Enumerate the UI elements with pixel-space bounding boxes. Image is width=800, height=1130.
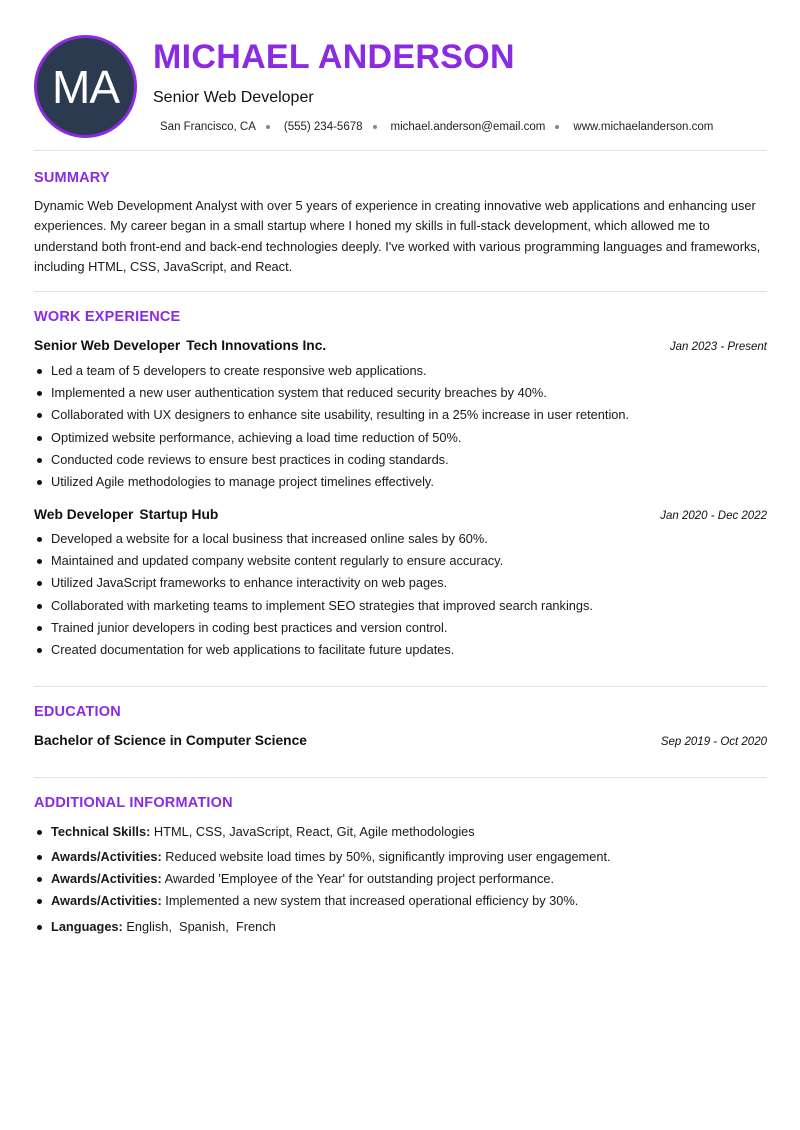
contact-location: San Francisco, CA — [160, 121, 256, 133]
separator-dot-icon — [555, 125, 559, 129]
job-company: Tech Innovations Inc. — [186, 338, 327, 353]
job-dates: Jan 2020 - Dec 2022 — [660, 510, 767, 522]
additional-list — [34, 822, 611, 939]
list-item — [34, 822, 611, 847]
list-item: Created documentation for web applications to facilitate future updates. — [34, 640, 593, 662]
separator-dot-icon — [266, 125, 270, 129]
item-label: Languages: — [51, 919, 123, 934]
item-label: Awards/Activities: — [51, 893, 162, 908]
contact-email[interactable]: michael.anderson@email.com — [390, 121, 546, 133]
avatar — [34, 35, 137, 138]
job-title — [34, 338, 326, 353]
item-value: Reduced website load times by 50%, significantly improving user engagement. — [165, 849, 611, 864]
item-value: Awarded 'Employee of the Year' for outstanding project performance. — [164, 871, 555, 886]
job-title — [34, 507, 218, 522]
item-value: HTML, CSS, JavaScript, React, Git, Agile methodologies — [153, 824, 475, 839]
education-heading: EDUCATION — [34, 704, 121, 720]
list-item: Utilized Agile methodologies to manage project timelines effectively. — [34, 472, 629, 494]
list-item — [34, 847, 611, 869]
additional-heading: ADDITIONAL INFORMATION — [34, 795, 233, 811]
job-bullets — [34, 529, 593, 662]
summary-text: Dynamic Web Development Analyst with over 5 years of experience in creating innovative web applications and enhancing user experiences. My career began in a small startup where I honed my skills in full-stack development, which allowed me to understand both front-end and back-end technologies deeply. I've worked with various programming languages and frameworks, including HTML, CSS, JavaScript, and React. — [34, 198, 761, 274]
list-item: Maintained and updated company website content regularly to ensure accuracy. — [34, 551, 593, 573]
job-company: Startup Hub — [139, 507, 219, 522]
list-item: Trained junior developers in coding best practices and version control. — [34, 618, 593, 640]
divider — [34, 686, 767, 687]
item-value: Implemented a new system that increased operational efficiency by 30%. — [165, 893, 579, 908]
education-dates: Sep 2019 - Oct 2020 — [660, 736, 767, 748]
list-item — [34, 869, 611, 891]
contact-website[interactable]: www.michaelanderson.com — [573, 121, 714, 133]
list-item: Developed a website for a local business that increased online sales by 60%. — [34, 529, 593, 551]
job-role: Web Developer — [34, 507, 134, 522]
job-header — [34, 507, 767, 522]
divider — [34, 777, 767, 778]
list-item: Led a team of 5 developers to create responsive web applications. — [34, 361, 629, 383]
job-role: Senior Web Developer — [34, 338, 181, 353]
contact-phone: (555) 234-5678 — [283, 121, 363, 133]
list-item: Collaborated with UX designers to enhance site usability, resulting in a 25% increase in user retention. — [34, 405, 629, 427]
avatar-initials: MA — [52, 60, 119, 113]
summary-heading: SUMMARY — [34, 170, 110, 186]
candidate-name: MICHAEL ANDERSON — [153, 38, 515, 76]
job-header — [34, 338, 767, 353]
candidate-title: Senior Web Developer — [153, 89, 314, 106]
list-item: Collaborated with marketing teams to implement SEO strategies that improved search rankings. — [34, 596, 593, 618]
divider — [34, 291, 767, 292]
list-item — [34, 891, 611, 917]
education-entry — [34, 733, 767, 748]
item-label: Awards/Activities: — [51, 871, 162, 886]
item-value: English, Spanish, French — [126, 919, 276, 934]
separator-dot-icon — [373, 125, 377, 129]
list-item — [34, 917, 611, 939]
list-item: Optimized website performance, achieving a load time reduction of 50%. — [34, 428, 629, 450]
divider — [34, 150, 767, 151]
item-label: Technical Skills: — [51, 824, 151, 839]
list-item: Implemented a new user authentication system that reduced security breaches by 40%. — [34, 383, 629, 405]
experience-heading: WORK EXPERIENCE — [34, 309, 181, 325]
item-label: Awards/Activities: — [51, 849, 162, 864]
list-item: Utilized JavaScript frameworks to enhance interactivity on web pages. — [34, 573, 593, 595]
job-dates: Jan 2023 - Present — [669, 341, 767, 353]
job-bullets — [34, 361, 629, 494]
list-item: Conducted code reviews to ensure best practices in coding standards. — [34, 450, 629, 472]
degree-title: Bachelor of Science in Computer Science — [34, 733, 307, 748]
contact-line — [160, 121, 713, 133]
